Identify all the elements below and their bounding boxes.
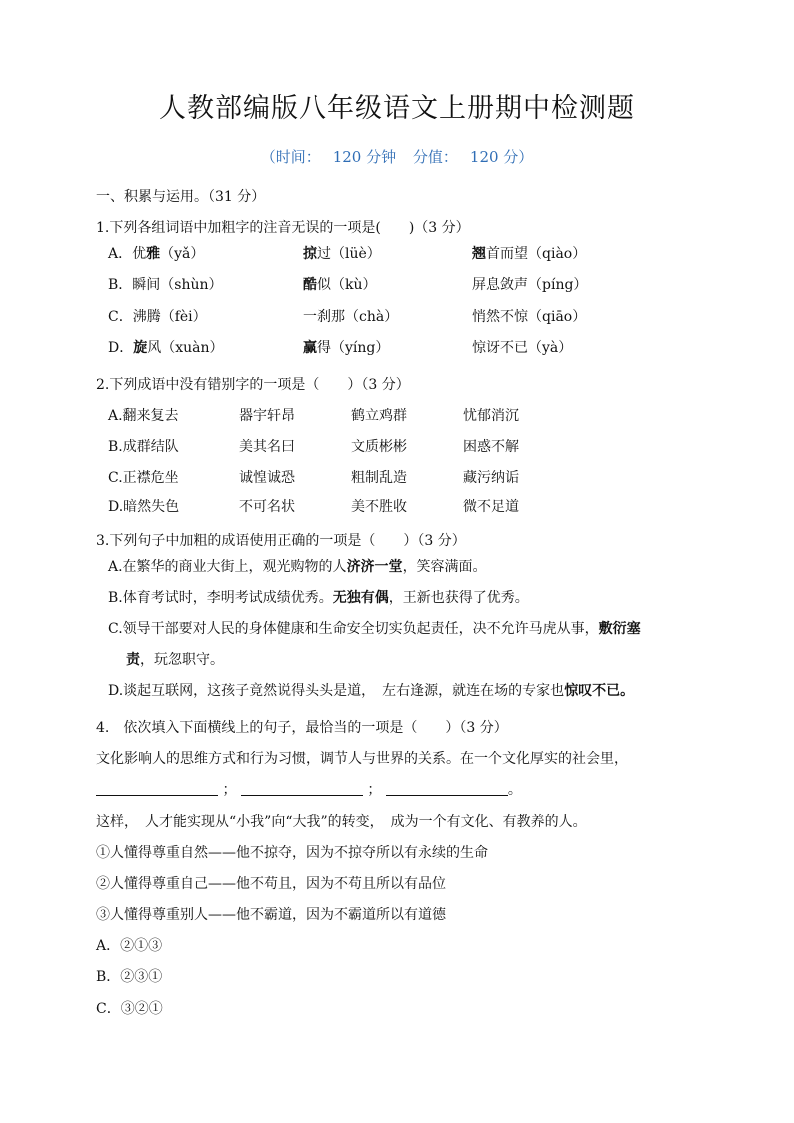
exam-info <box>0 146 794 167</box>
question-1-stem: 1.下列各组词语中加粗字的注音无误的一项是( )（3 分） <box>96 220 470 236</box>
q3-option-c-cont: 责，玩忽职守。 <box>126 652 224 668</box>
q2-row-d-c2: 不可名状 <box>239 499 295 515</box>
q4-choice-a: A．②①③ <box>96 938 163 954</box>
q2-row-b: B.成群结队 <box>108 439 179 455</box>
section-heading: 一、积累与运用。（31 分） <box>96 189 266 205</box>
q3-option-d: D.谈起互联网，这孩子竟然说得头头是道， 左右逢源，就连在场的专家也惊叹不已。 <box>108 683 635 699</box>
q4-blank-1[interactable] <box>96 781 218 796</box>
score-label: 分值： <box>412 148 458 166</box>
q2-row-a-c3: 鹤立鸡群 <box>351 408 407 424</box>
q4-blank-3[interactable] <box>386 781 508 796</box>
q2-row-a-c2: 器宇轩昂 <box>239 408 295 424</box>
question-3-stem: 3.下列句子中加粗的成语使用正确的一项是（ ）（3 分） <box>96 533 466 549</box>
q2-row-d: D.暗然失色 <box>108 499 180 515</box>
q4-blanks: ； ； 。 <box>96 779 522 799</box>
q2-row-b-c3: 文质彬彬 <box>351 439 407 455</box>
q3-option-a: A.在繁华的商业大街上，观光购物的人济济一堂，笑容满面。 <box>108 559 487 575</box>
q4-choice-c: C．③②① <box>96 1001 163 1017</box>
q4-item-2: ②人懂得尊重自己——他不苟且，因为不苟且所以有品位 <box>96 876 446 892</box>
q3-option-b: B.体育考试时，李明考试成绩优秀。无独有偶，王新也获得了优秀。 <box>108 590 529 606</box>
q1-option-d-word3: 惊讶不已（yà） <box>472 340 573 356</box>
time-label: （时间： <box>260 148 321 166</box>
q1-option-a: A．优雅（yǎ） <box>108 246 205 262</box>
q2-row-c: C.正襟危坐 <box>108 470 179 486</box>
page-title: 人教部编版八年级语文上册期中检测题 <box>159 93 635 124</box>
q1-option-c-word2: 一刹那（chà） <box>303 309 399 325</box>
question-4-stem: 4. 依次填入下面横线上的句子，最恰当的一项是（ ）（3 分） <box>96 720 508 736</box>
q3-option-c: C.领导干部要对人民的身体健康和生命安全切实负起责任，决不允许马虎从事，敷衍塞 <box>108 621 641 637</box>
q4-item-1: ①人懂得尊重自然——他不掠夺，因为不掠夺所以有永续的生命 <box>96 845 488 861</box>
q1-option-b-word2: 酷似（kù） <box>303 277 377 293</box>
q1-option-a-word2: 掠过（lüè） <box>303 246 381 262</box>
q1-option-a-word3: 翘首而望（qiào） <box>472 246 587 262</box>
q1-option-d-word2: 赢得（yíng） <box>303 340 390 356</box>
time-value: 120 分钟 <box>332 148 397 166</box>
q4-item-3: ③人懂得尊重别人——他不霸道，因为不霸道所以有道德 <box>96 907 446 923</box>
q2-row-d-c3: 美不胜收 <box>351 499 407 515</box>
q4-intro: 文化影响人的思维方式和行为习惯，调节人与世界的关系。在一个文化厚实的社会里， <box>96 751 628 767</box>
question-2-stem: 2.下列成语中没有错别字的一项是（ ）（3 分） <box>96 377 410 393</box>
q4-after: 这样， 人才能实现从“小我”向“大我”的转变， 成为一个有文化、有教养的人。 <box>96 814 587 830</box>
q4-choice-b: B．②③① <box>96 969 163 985</box>
q2-row-c-c2: 诚惶诚恐 <box>239 470 295 486</box>
q2-row-b-c2: 美其名曰 <box>239 439 295 455</box>
q1-option-c-word3: 悄然不惊（qiāo） <box>472 309 587 325</box>
score-value: 120 分） <box>469 148 534 166</box>
q2-row-a-c4: 忧郁消沉 <box>463 408 519 424</box>
q2-row-d-c4: 微不足道 <box>463 499 519 515</box>
q2-row-a: A.翻来复去 <box>108 408 179 424</box>
q1-option-b: B．瞬间（shùn） <box>108 277 223 293</box>
q2-row-c-c4: 藏污纳诟 <box>463 470 519 486</box>
q4-blank-2[interactable] <box>241 781 363 796</box>
q1-option-d: D．旋风（xuàn） <box>108 340 224 356</box>
q2-row-c-c3: 粗制乱造 <box>351 470 407 486</box>
q1-option-c: C．沸腾（fèi） <box>108 309 207 325</box>
q2-row-b-c4: 困惑不解 <box>463 439 519 455</box>
q1-option-b-word3: 屏息敛声（píng） <box>472 277 588 293</box>
